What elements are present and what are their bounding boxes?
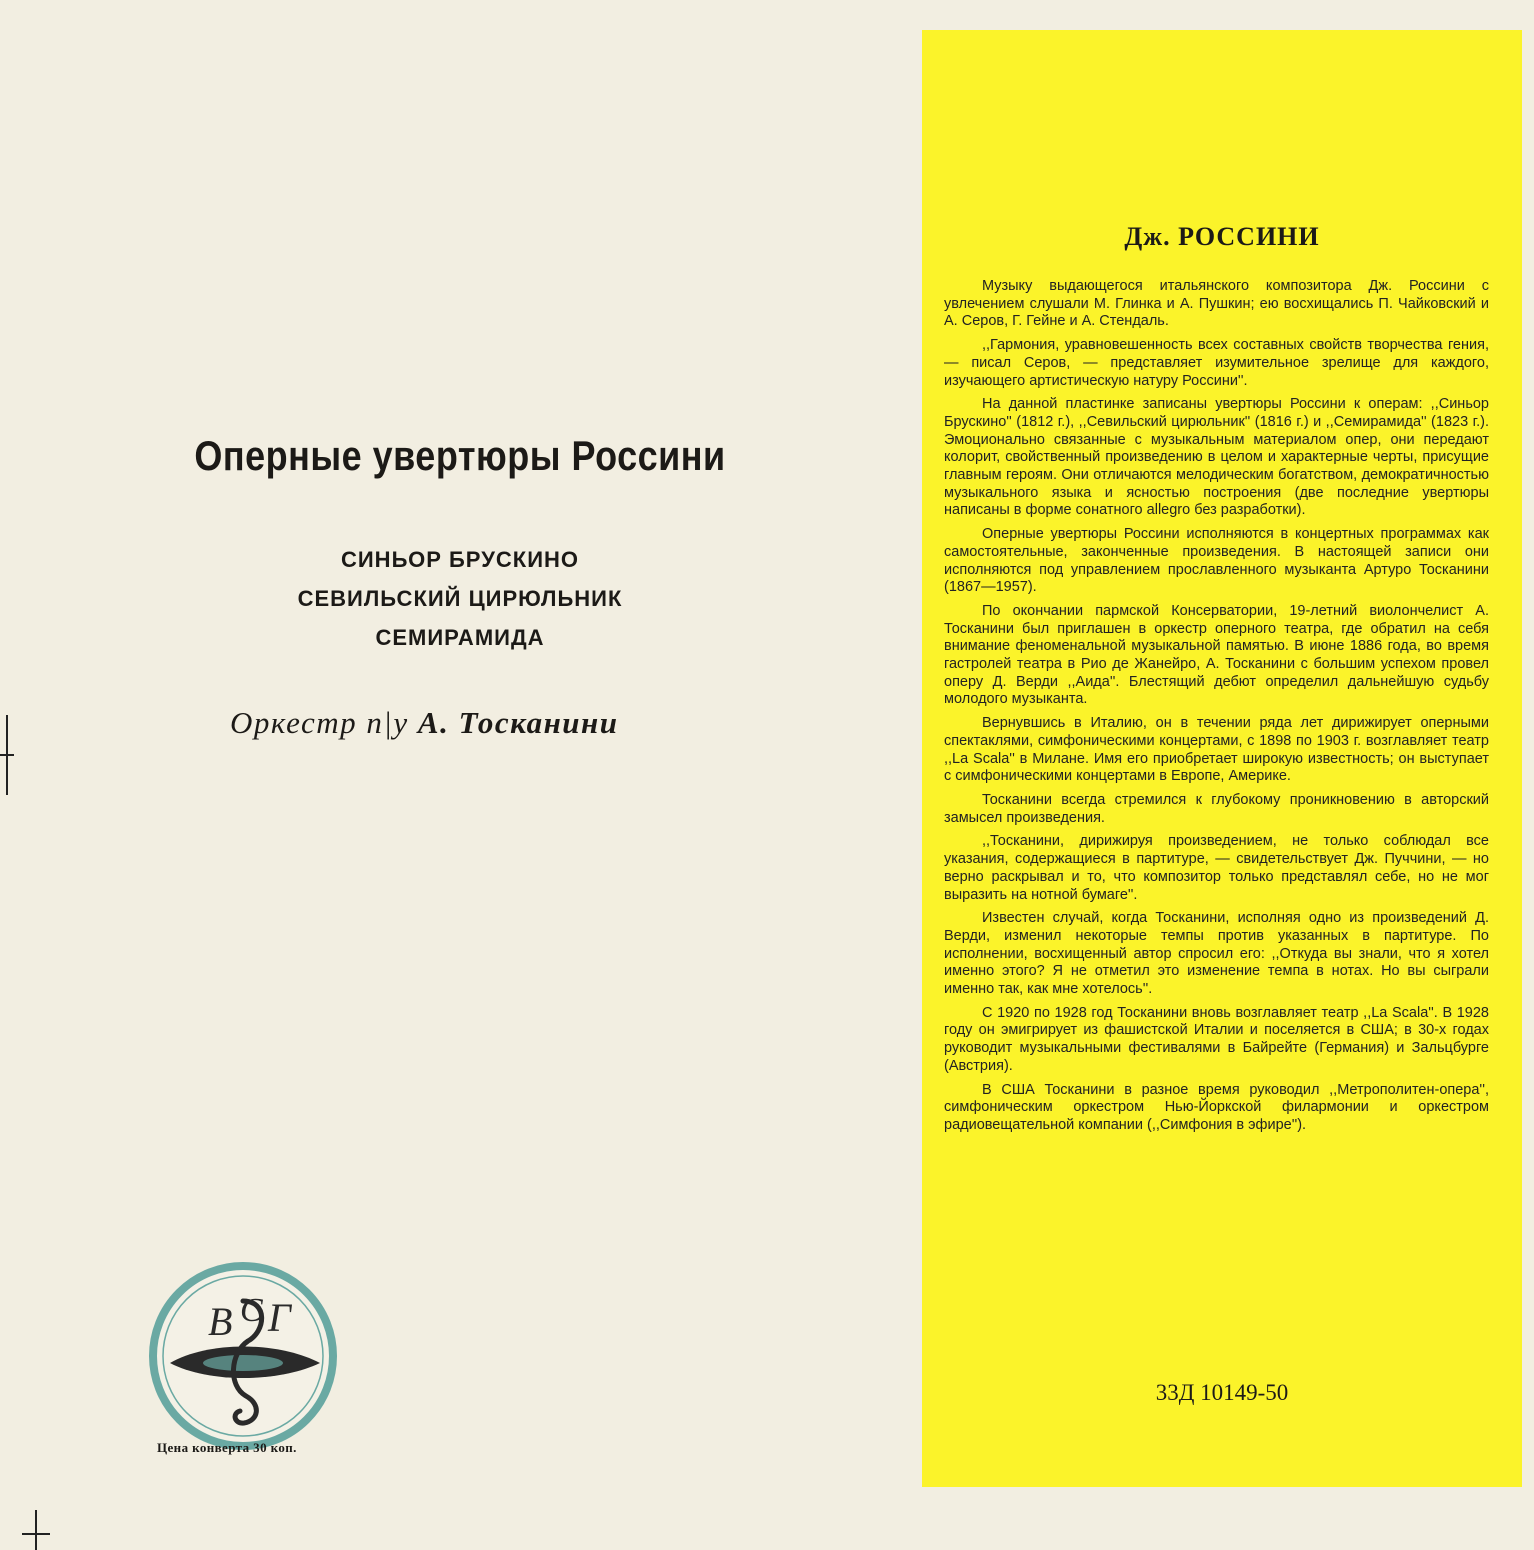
- liner-paragraph: ,,Гармония, уравновешенность всех составных свойств творчества гения, — писал Серов, — представляет изумительное зрелище для каждого, изучающего артистическую натуру Россини''.: [944, 337, 1489, 389]
- envelope-price: Цена конверта 30 коп.: [157, 1440, 297, 1455]
- work-item: СЕВИЛЬСКИЙ ЦИРЮЛЬНИК: [297, 586, 623, 611]
- svg-text:Г: Г: [268, 1295, 291, 1340]
- liner-notes-title: Дж. РОССИНИ: [1124, 222, 1320, 251]
- work-item: СЕМИРАМИДА: [375, 625, 545, 650]
- works-list: [150, 540, 770, 657]
- liner-paragraph: Вернувшись в Италию, он в течении ряда лет дирижирует оперными спектаклями, симфоническими концертами, с 1898 по 1903 г. возглавляет театр ,,La Scala'' в Милане. Имя его приобретает широкую известность; он выступает с симфоническими концертами в Европе, Америке.: [944, 715, 1489, 785]
- crop-mark: [35, 1510, 37, 1550]
- conductor-name: А. Тосканини: [417, 705, 619, 740]
- svg-text:С: С: [240, 1292, 263, 1329]
- crop-mark: [22, 1533, 50, 1535]
- work-item: СИНЬОР БРУСКИНО: [340, 547, 580, 572]
- liner-notes-panel: [922, 30, 1522, 1487]
- liner-paragraph: На данной пластинке записаны увертюры Россини к операм: ,,Синьор Брускино'' (1812 г.), ,,Севильский цирюльник'' (1816 г.) и ,,Семирамида'' (1823 г.). Эмоционально связанные с музыкальным материалом опер, они передают колорит, свойственный произведению в целом и характерные черты, присущие главным героям. Они отличаются мелодическим богатством, демократичностью музыкального языка и ясностью построения (две последние увертюры написаны в форме сонатного allegro без разработки).: [944, 396, 1489, 519]
- album-title: Оперные увертюры Россини: [194, 432, 726, 480]
- catalog-number: 33Д 10149-50: [1155, 1380, 1289, 1405]
- crop-mark: [0, 754, 14, 756]
- liner-notes-body: [944, 278, 1489, 1141]
- orchestra-label: Оркестр п|у: [230, 705, 409, 740]
- liner-paragraph: По окончании пармской Консерватории, 19-летний виолончелист А. Тосканини был приглашен в оркестр оперного театра, где обратил на себя внимание феноменальной музыкальной памятью. В июне 1886 года, во время гастролей театра в Рио де Жанейро, А. Тосканини с большим успехом провел оперу Д. Верди ,,Аида''. Блестящий дебют определил дальнейшую судьбу молодого музыканта.: [944, 602, 1489, 708]
- liner-paragraph: Оперные увертюры Россини исполняются в концертных программах как самостоятельные, законченные произведения. В настоящей записи они исполняются под управлением прославленного музыканта Артуро Тосканини (1867—1957).: [944, 526, 1489, 596]
- liner-paragraph: Музыку выдающегося итальянского композитора Дж. Россини с увлечением слушали М. Глинка и А. Пушкин; ею восхищались П. Чайковский и А. Серов, Г. Гейне и А. Стендаль.: [944, 278, 1489, 330]
- liner-paragraph: ,,Тосканини, дирижируя произведением, не только соблюдал все указания, содержащиеся в партитуре, — свидетельствует Дж. Пуччини, — но верно раскрывал и то, что композитор только представлял себе, но не мог выразить на нотной бумаге''.: [944, 833, 1489, 903]
- liner-paragraph: В США Тосканини в разное время руководил ,,Метрополитен-опера'', симфоническим оркестром Нью-Йоркской филармонии и оркестром радиовещательной компании (,,Симфония в эфире'').: [944, 1081, 1489, 1133]
- liner-paragraph: С 1920 по 1928 год Тосканини вновь возглавляет театр ,,La Scala''. В 1928 году он эмигрирует из фашистской Италии и поселяется в США; в 30-х годах руководит музыкальными фестивалями в Байрейте (Германия) и Зальцбурге (Австрия).: [944, 1004, 1489, 1074]
- liner-paragraph: Тосканини всегда стремился к глубокому проникновению в авторский замысел произведения.: [944, 791, 1489, 826]
- liner-paragraph: Известен случай, когда Тосканини, исполняя одно из произведений Д. Верди, изменил некоторые темпы против указанных в партитуре. По исполнении, восхищенный автор спросил его: ,,Откуда вы знали, что я хотел именно этого? Я не отметил это изменение темпа в нотах. Но вы сыграли именно так, как мне хотелось''.: [944, 910, 1489, 998]
- label-logo-icon: [148, 1261, 338, 1451]
- performer-credit: [230, 705, 750, 741]
- svg-text:В: В: [208, 1299, 233, 1344]
